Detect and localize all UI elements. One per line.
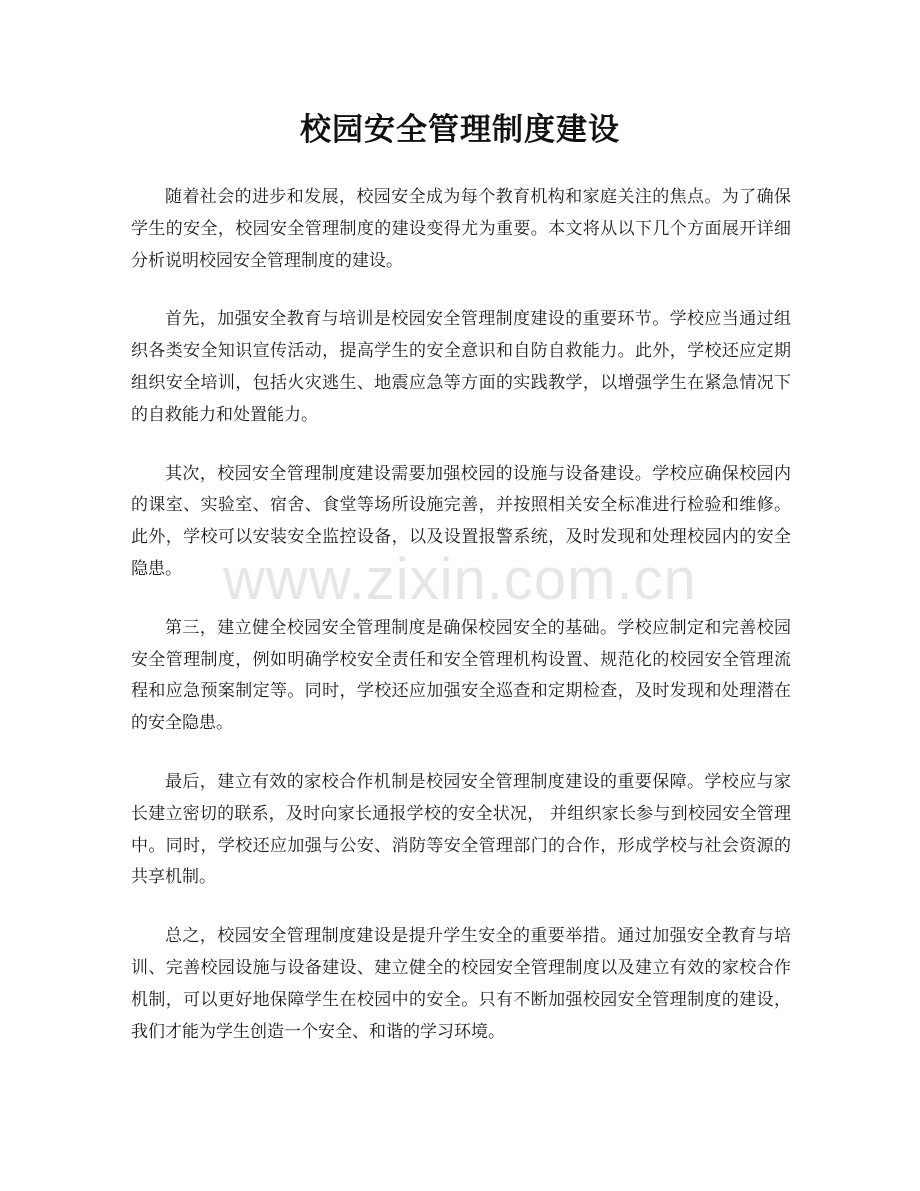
document-body (131, 182, 791, 1075)
paragraph-management-system: 第三，建立健全校园安全管理制度是确保校园安全的基础。学校应制定和完善校园安全管理制度，例如明确学校安全责任和安全管理机构设置、规范化的校园安全管理流程和应急预案制定等。同时，学校还应加强安全巡查和定期检查，及时发现和处理潜在的安全隐患。 (131, 617, 791, 734)
paragraph-conclusion: 总之，校园安全管理制度建设是提升学生安全的重要举措。通过加强安全教育与培训、完善校园设施与设备建设、建立健全的校园安全管理制度以及建立有效的家校合作机制，可以更好地保障学生在校园中的安全。只有不断加强校园安全管理制度的建设，我们才能为学生创造一个安全、和谐的学习环境。 (131, 926, 791, 1042)
paragraph-intro: 随着社会的进步和发展，校园安全成为每个教育机构和家庭关注的焦点。为了确保学生的安全，校园安全管理制度的建设变得尤为重要。本文将从以下几个方面展开详细分析说明校园安全管理制度的建设。 (131, 187, 791, 271)
paragraph-facilities: 其次，校园安全管理制度建设需要加强校园的设施与设备建设。学校应确保校园内的课室、实验室、宿舍、食堂等场所设施完善，并按照相关安全标准进行检验和维修。此外，学校可以安装安全监控设备，以及设置报警系统，及时发现和处理校园内的安全隐患。 (131, 463, 791, 579)
paragraph-safety-education: 首先，加强安全教育与培训是校园安全管理制度建设的重要环节。学校应当通过组织各类安全知识宣传活动，提高学生的安全意识和自防自救能力。此外，学校还应定期组织安全培训，包括火灾逃生、地震应急等方面的实践教学，以增强学生在紧急情况下的自救能力和处置能力。 (131, 309, 791, 425)
page-title: 校园安全管理制度建设 (300, 112, 620, 148)
watermark: www.zixin.com.cn (223, 547, 697, 612)
paragraph-home-school-cooperation: 最后，建立有效的家校合作机制是校园安全管理制度建设的重要保障。学校应与家长建立密切的联系，及时向家长通报学校的安全状况， 并组织家长参与到校园安全管理中。同时，学校还应加强与公安、消防等安全管理部门的合作，形成学校与社会资源的共享机制。 (131, 771, 791, 888)
